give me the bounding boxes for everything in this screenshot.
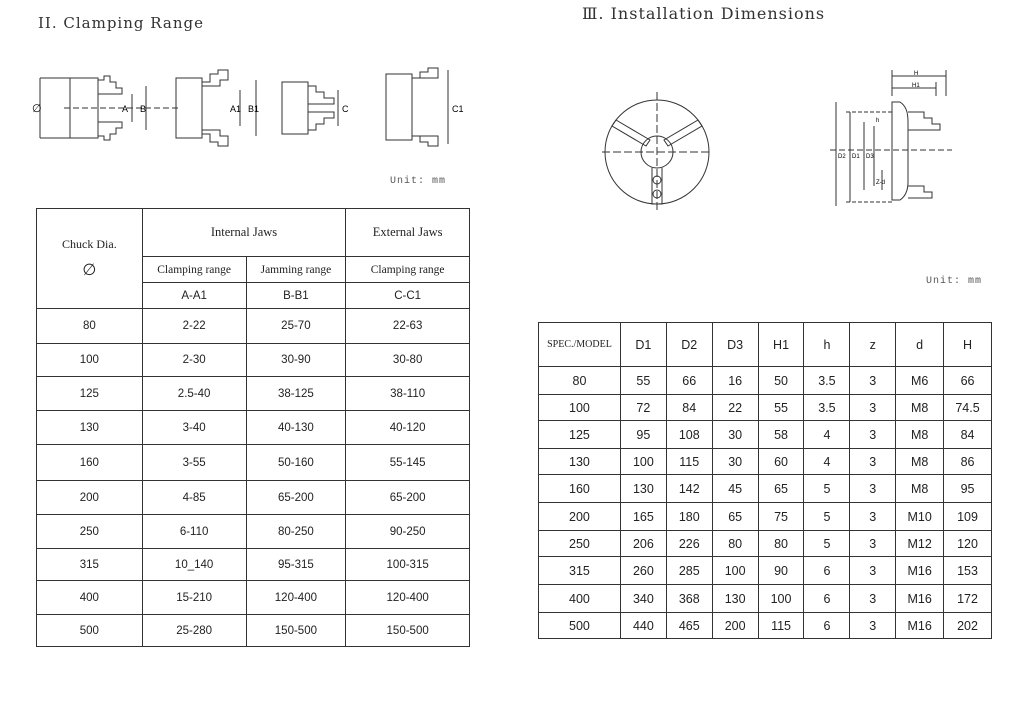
table-cell: 60: [758, 449, 804, 475]
table-cell: 120: [944, 531, 992, 557]
table-cell: 120-400: [346, 581, 470, 615]
table-cell: 3: [850, 449, 896, 475]
table-cell: 200: [539, 503, 621, 531]
section-label-h1: H1: [912, 83, 920, 89]
table-cell: 6: [804, 585, 850, 613]
table-cell: 30-80: [346, 344, 470, 377]
table-cell: 100: [539, 395, 621, 421]
table-cell: 65-200: [346, 481, 470, 515]
table-cell: 50: [758, 367, 804, 395]
table-cell: 202: [944, 613, 992, 639]
diagram-label-dia: ∅: [32, 103, 42, 115]
column-header: h: [804, 323, 850, 367]
section-label-h-top: H: [914, 71, 919, 77]
clamping-range-ext-header: Clamping range: [346, 257, 470, 283]
table-cell: 3.5: [804, 395, 850, 421]
table-cell: 22-63: [346, 309, 470, 344]
table-cell: M6: [896, 367, 944, 395]
table-cell: 84: [944, 421, 992, 449]
table-cell: 80-250: [246, 515, 346, 549]
table-cell: M8: [896, 475, 944, 503]
table-cell: 2-30: [142, 344, 246, 377]
table-cell: 15-210: [142, 581, 246, 615]
table-cell: 160: [37, 445, 143, 481]
table-cell: 30: [712, 421, 758, 449]
table-cell: 165: [620, 503, 666, 531]
table-cell: 25-70: [246, 309, 346, 344]
table-cell: 75: [758, 503, 804, 531]
jamming-range-header: Jamming range: [246, 257, 346, 283]
diagram-label-a1: A1: [230, 104, 242, 114]
table-cell: 130: [712, 585, 758, 613]
diagram-label-b1: B1: [248, 104, 260, 114]
table-row: [37, 615, 470, 647]
table-cell: 38-110: [346, 377, 470, 411]
clamping-range-header: Clamping range: [142, 257, 246, 283]
table-cell: M10: [896, 503, 944, 531]
table-cell: 142: [666, 475, 712, 503]
table-cell: 66: [666, 367, 712, 395]
clamp-diagram-external-c: [282, 82, 338, 134]
installation-unit-label: Unit: mm: [926, 276, 983, 287]
table-cell: 109: [944, 503, 992, 531]
table-row: [539, 613, 992, 639]
table-row: [539, 585, 992, 613]
table-cell: M16: [896, 585, 944, 613]
table-cell: 4: [804, 449, 850, 475]
table-row: [37, 411, 470, 445]
table-row: [539, 449, 992, 475]
table-cell: 3: [850, 421, 896, 449]
table-cell: 80: [758, 531, 804, 557]
table-cell: 30: [712, 449, 758, 475]
table-cell: M8: [896, 421, 944, 449]
table-cell: 200: [712, 613, 758, 639]
table-cell: 80: [539, 367, 621, 395]
table-row: [37, 549, 470, 581]
table-cell: 100: [712, 557, 758, 585]
table-cell: 25-280: [142, 615, 246, 647]
internal-jaws-header: Internal Jaws: [142, 209, 346, 257]
table-cell: 55: [620, 367, 666, 395]
table-cell: 65-200: [246, 481, 346, 515]
section-label-d2: D2: [838, 154, 846, 160]
column-header: H: [944, 323, 992, 367]
table-cell: 95-315: [246, 549, 346, 581]
column-header: SPEC./MODEL: [539, 323, 621, 367]
table-cell: 95: [944, 475, 992, 503]
table-cell: M12: [896, 531, 944, 557]
table-cell: 6: [804, 613, 850, 639]
table-cell: 500: [37, 615, 143, 647]
table-cell: 115: [758, 613, 804, 639]
table-cell: 10_140: [142, 549, 246, 581]
chuck-front-view: [600, 88, 716, 214]
table-cell: 80: [37, 309, 143, 344]
clamping-unit-label: Unit: mm: [390, 176, 447, 187]
table-cell: 3: [850, 585, 896, 613]
table-cell: 45: [712, 475, 758, 503]
table-cell: 260: [620, 557, 666, 585]
section-label-d1: D1: [852, 154, 860, 160]
table-cell: 500: [539, 613, 621, 639]
col-a-header: A-A1: [142, 283, 246, 309]
table-cell: 40-120: [346, 411, 470, 445]
table-cell: 6-110: [142, 515, 246, 549]
installation-dimensions-table: [538, 322, 992, 639]
table-cell: M8: [896, 449, 944, 475]
table-cell: 172: [944, 585, 992, 613]
diagram-label-a: A: [122, 104, 129, 114]
col-b-header: B-B1: [246, 283, 346, 309]
diagram-label-c1: C1: [452, 104, 464, 114]
table-cell: 30-90: [246, 344, 346, 377]
table-cell: 3: [850, 367, 896, 395]
table-row: [539, 475, 992, 503]
table-cell: 100-315: [346, 549, 470, 581]
table-cell: 100: [758, 585, 804, 613]
col-c-header: C-C1: [346, 283, 470, 309]
table-row: [37, 445, 470, 481]
table-cell: 125: [539, 421, 621, 449]
table-cell: 3: [850, 557, 896, 585]
table-cell: 250: [539, 531, 621, 557]
installation-section-title: Ⅲ. Installation Dimensions: [582, 4, 826, 23]
table-cell: M8: [896, 395, 944, 421]
table-row: [539, 367, 992, 395]
table-row: [539, 421, 992, 449]
table-cell: 153: [944, 557, 992, 585]
table-cell: 3: [850, 613, 896, 639]
table-cell: 340: [620, 585, 666, 613]
table-cell: 5: [804, 531, 850, 557]
table-cell: 2-22: [142, 309, 246, 344]
table-cell: 90: [758, 557, 804, 585]
table-cell: 400: [37, 581, 143, 615]
table-cell: 368: [666, 585, 712, 613]
table-cell: 2.5-40: [142, 377, 246, 411]
external-jaws-header: External Jaws: [346, 209, 470, 257]
table-cell: 130: [539, 449, 621, 475]
table-cell: 16: [712, 367, 758, 395]
clamp-diagram-internal-a: [40, 76, 178, 140]
table-cell: 250: [37, 515, 143, 549]
table-cell: 66: [944, 367, 992, 395]
table-cell: 125: [37, 377, 143, 411]
table-cell: 3: [850, 503, 896, 531]
table-cell: 150-500: [346, 615, 470, 647]
column-header: d: [896, 323, 944, 367]
table-cell: 40-130: [246, 411, 346, 445]
table-cell: 50-160: [246, 445, 346, 481]
table-cell: 65: [758, 475, 804, 503]
table-cell: 55: [758, 395, 804, 421]
table-cell: M16: [896, 613, 944, 639]
table-cell: M16: [896, 557, 944, 585]
table-cell: 38-125: [246, 377, 346, 411]
table-row: [37, 377, 470, 411]
table-row: [539, 531, 992, 557]
table-cell: 226: [666, 531, 712, 557]
table-cell: 115: [666, 449, 712, 475]
table-cell: 108: [666, 421, 712, 449]
clamping-range-table: [36, 208, 470, 647]
table-cell: 285: [666, 557, 712, 585]
table-row: [539, 395, 992, 421]
table-cell: 3-40: [142, 411, 246, 445]
table-cell: 80: [712, 531, 758, 557]
table-cell: 22: [712, 395, 758, 421]
clamping-diagrams: [28, 60, 468, 150]
table-cell: 315: [37, 549, 143, 581]
table-row: [539, 557, 992, 585]
table-cell: 5: [804, 475, 850, 503]
table-cell: 120-400: [246, 581, 346, 615]
column-header: z: [850, 323, 896, 367]
table-row: [37, 309, 470, 344]
table-cell: 3.5: [804, 367, 850, 395]
clamping-section-title: II. Clamping Range: [38, 14, 204, 32]
table-cell: 84: [666, 395, 712, 421]
table-row: [37, 581, 470, 615]
section-label-zd: Z-d: [876, 180, 885, 186]
table-cell: 130: [620, 475, 666, 503]
table-cell: 100: [620, 449, 666, 475]
table-cell: 440: [620, 613, 666, 639]
table-cell: 315: [539, 557, 621, 585]
table-cell: 3: [850, 395, 896, 421]
table-row: [37, 515, 470, 549]
table-cell: 160: [539, 475, 621, 503]
table-cell: 130: [37, 411, 143, 445]
table-cell: 90-250: [346, 515, 470, 549]
table-cell: 206: [620, 531, 666, 557]
table-cell: 3: [850, 531, 896, 557]
table-cell: 5: [804, 503, 850, 531]
section-label-d3: D3: [866, 154, 874, 160]
table-cell: 4: [804, 421, 850, 449]
table-row: [37, 481, 470, 515]
diagram-label-b: B: [140, 104, 147, 114]
table-row: [539, 503, 992, 531]
table-cell: 100: [37, 344, 143, 377]
column-header: D1: [620, 323, 666, 367]
diagram-label-c: C: [342, 104, 349, 114]
table-cell: 465: [666, 613, 712, 639]
clamp-diagram-internal-b: [176, 70, 256, 146]
table-cell: 400: [539, 585, 621, 613]
table-cell: 200: [37, 481, 143, 515]
table-cell: 58: [758, 421, 804, 449]
table-cell: 180: [666, 503, 712, 531]
clamp-diagram-external-c1: [386, 68, 448, 146]
column-header: H1: [758, 323, 804, 367]
table-cell: 4-85: [142, 481, 246, 515]
column-header: D3: [712, 323, 758, 367]
section-label-h: h: [876, 118, 880, 124]
table-cell: 74.5: [944, 395, 992, 421]
table-cell: 86: [944, 449, 992, 475]
chuck-dia-header: Chuck Dia. ∅: [37, 209, 143, 309]
table-cell: 72: [620, 395, 666, 421]
chuck-section-view: [826, 66, 956, 216]
table-cell: 3-55: [142, 445, 246, 481]
table-cell: 95: [620, 421, 666, 449]
table-cell: 55-145: [346, 445, 470, 481]
table-cell: 3: [850, 475, 896, 503]
table-row: [37, 344, 470, 377]
table-cell: 65: [712, 503, 758, 531]
column-header: D2: [666, 323, 712, 367]
table-cell: 150-500: [246, 615, 346, 647]
table-cell: 6: [804, 557, 850, 585]
